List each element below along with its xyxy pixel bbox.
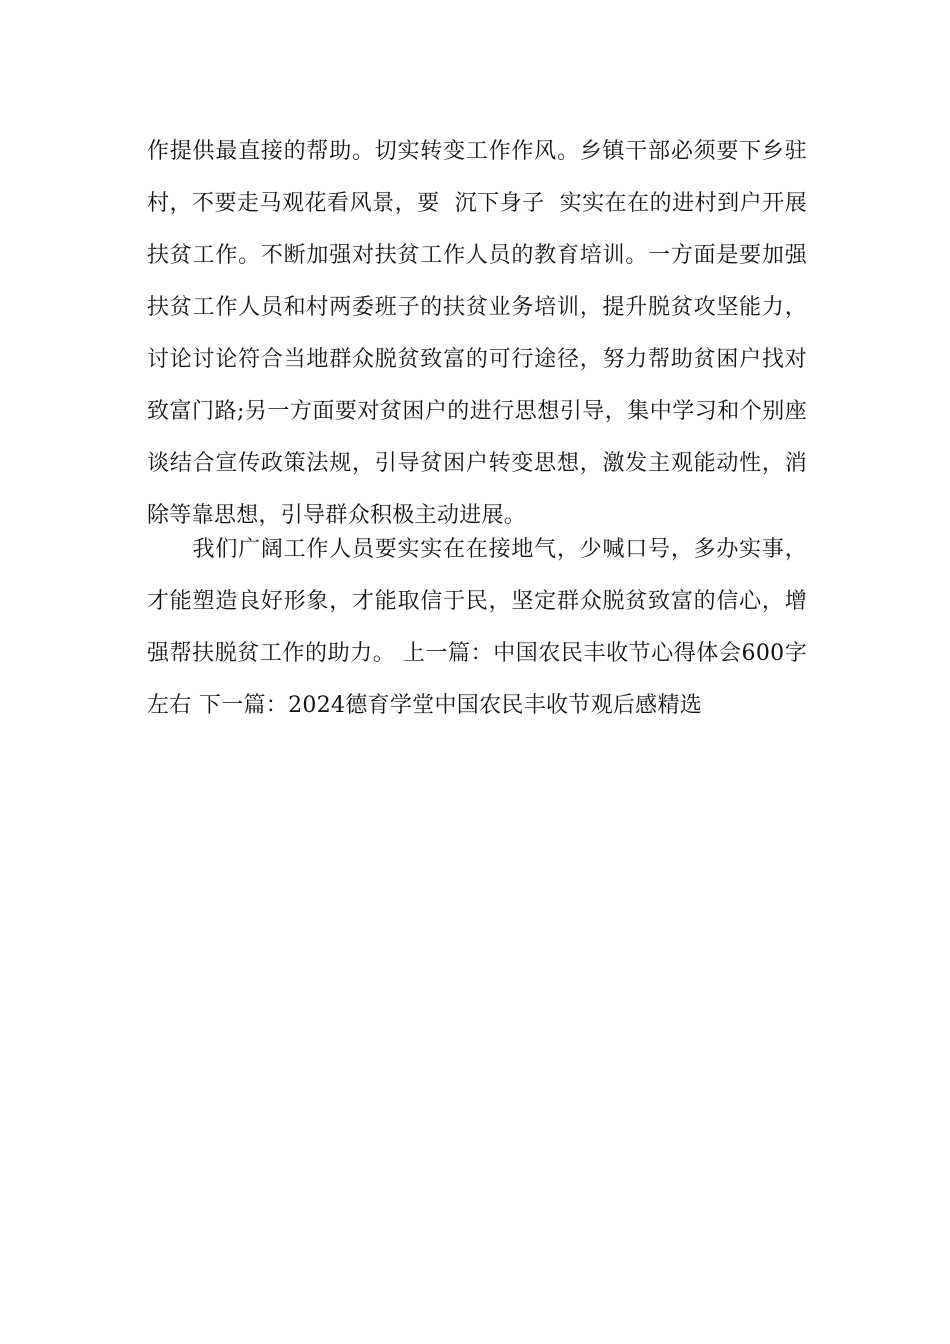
paragraph-line: 作提供最直接的帮助。切实转变工作作风。乡镇干部必须要下乡驻 xyxy=(147,139,807,164)
paragraph-line: 致富门路;另一方面要对贫困户的进行思想引导，集中学习和个别座 xyxy=(147,399,807,424)
paragraph-line: 谈结合宣传政策法规，引导贫困户转变思想，激发主观能动性，消 xyxy=(147,451,807,476)
paragraph-line: 强帮扶脱贫工作的助力。 上一篇：中国农民丰收节心得体会600字 xyxy=(147,641,807,666)
paragraph-line: 扶贫工作。不断加强对扶贫工作人员的教育培训。一方面是要加强 xyxy=(147,243,807,268)
paragraph-line: 村，不要走马观花看风景，要 沉下身子 实实在在的进村到户开展 xyxy=(147,191,807,216)
paragraph-line: 除等靠思想，引导群众积极主动进展。 xyxy=(147,503,527,528)
paragraph-line: 扶贫工作人员和村两委班子的扶贫业务培训，提升脱贫攻坚能力， xyxy=(147,295,807,320)
paragraph-line: 左右 下一篇：2024德育学堂中国农民丰收节观后感精选 xyxy=(147,693,703,718)
paragraph-line: 讨论讨论符合当地群众脱贫致富的可行途径，努力帮助贫困户找对 xyxy=(147,347,807,372)
paragraph-2 xyxy=(147,524,807,732)
paragraph-1 xyxy=(147,126,807,542)
paragraph-line: 才能塑造良好形象，才能取信于民，坚定群众脱贫致富的信心，增 xyxy=(147,589,807,614)
paragraph-line: 我们广阔工作人员要实实在在接地气，少喊口号，多办实事， xyxy=(147,537,807,562)
